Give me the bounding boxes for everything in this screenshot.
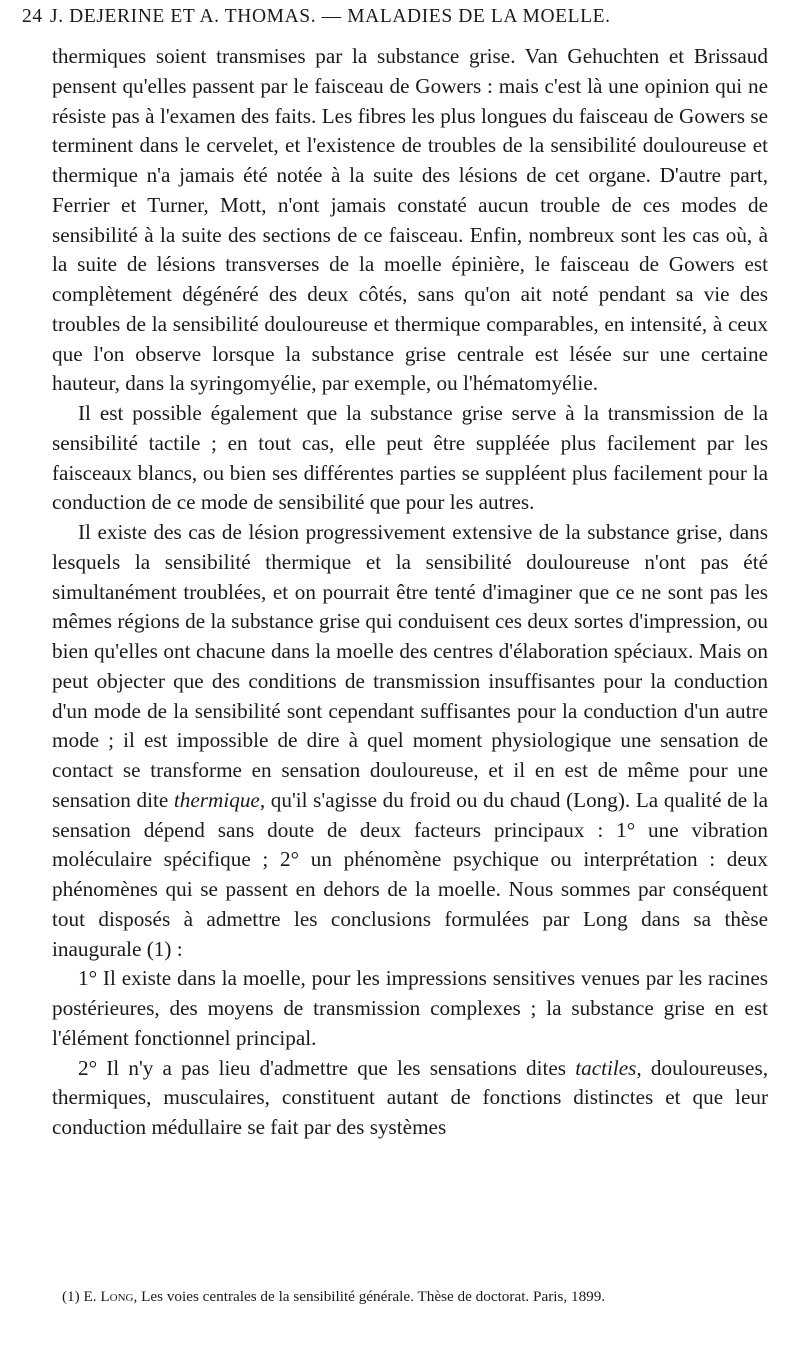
conclusion-2	[52, 1054, 768, 1143]
page-number: 24	[22, 6, 43, 27]
paragraph-3	[52, 518, 768, 964]
running-header	[22, 6, 762, 28]
italic-term-thermique: thermique	[173, 787, 260, 812]
footnote-marker: (1) E.	[62, 1288, 97, 1305]
paragraph-2: Il est possible également que la substance grise serve à la transmission de la sensibilité tactile ; en tout cas, elle peut être suppléée plus facilement par les faisceaux blancs, ou bien ses différentes parties se suppléent plus facilement pour la conduction de ce mode de sensibilité que pour les autres.	[52, 401, 768, 515]
footnote-text	[52, 1287, 768, 1306]
conclusion-1: 1° Il existe dans la moelle, pour les impressions sensitives venues par les racines postérieures, des moyens de transmission complexes ; la substance grise en est l'élément fonctionnel principal.	[52, 966, 768, 1050]
paragraph-1: thermiques soient transmises par la substance grise. Van Gehuchten et Brissaud pensent qu'elles passent par le faisceau de Gowers : mais c'est là une opinion qui ne résiste pas à l'examen des faits. Les fibres les plus longues du faisceau de Gowers se terminent dans le cervelet, et l'existence de troubles de la sensibilité douloureuse et thermique n'a jamais été notée à la suite des lésions de cet organe. D'autre part, Ferrier et Turner, Mott, n'ont jamais constaté aucun trouble de ces modes de sensibilité à la suite des sections de ce faisceau. Enfin, nombreux sont les cas où, à la suite de lésions transverses de la moelle épinière, le faisceau de Gowers est complètement dégénéré des deux côtés, sans qu'on ait noté pendant sa vie des troubles de la sensibilité douloureuse et thermique comparables, en intensité, à ceux que l'on observe lorsque la substance grise centrale est lésée sur une certaine hauteur, dans la syringomyélie, par exemple, ou l'hématomyélie.	[52, 44, 768, 396]
footnote-author: Long	[100, 1288, 134, 1305]
conclusion-2-head: 2° Il n'y a pas lieu d'admettre que les sensations dites	[78, 1055, 567, 1080]
running-title: J. DEJERINE ET A. THOMAS. — MALADIES DE LA MOELLE.	[50, 6, 611, 27]
footnote-body: , Les voies centrales de la sensibilité générale. Thèse de doctorat. Paris, 1899.	[133, 1288, 606, 1305]
body-text	[52, 42, 768, 1143]
paragraph-3-tail: , qu'il s'agisse du froid ou du chaud (Long). La qualité de la sensation dépend sans doute de deux facteurs principaux : 1° une vibration moléculaire spécifique ; 2° un phénomène psychique ou interprétation : deux phénomènes qui se passent en dehors de la moelle. Nous sommes par conséquent tout disposés à admettre les conclusions formulées par Long dans sa thèse inaugurale (1) :	[52, 787, 769, 961]
paragraph-3-text: Il existe des cas de lésion progressivement extensive de la substance grise, dans lesquels la sensibilité thermique et la sensibilité douloureuse n'ont pas été simultanément troublées, et on pourrait être tenté d'imaginer que ce ne sont pas les mêmes régions de la substance grise qui conduisent ces deux sortes d'impression, ou bien qu'elles ont chacune dans la moelle des centres d'élaboration spéciaux. Mais on peut objecter que des conditions de transmission insuffisantes pour la conduction d'un mode de la sensibilité sont cependant suffisantes pour la conduction d'un autre mode ; il est impossible de dire à quel moment physiologique une sensation de contact se transforme en sensation douloureuse, et il en est de même pour une sensation dite	[52, 520, 768, 812]
conclusion-2-tail: , douloureuses, thermiques, musculaires, constituent autant de fonctions distinctes et que leur conduction médullaire se fait par des systèmes	[52, 1055, 769, 1139]
italic-term-tactiles: tactiles	[575, 1055, 637, 1080]
footnote	[52, 1287, 768, 1306]
